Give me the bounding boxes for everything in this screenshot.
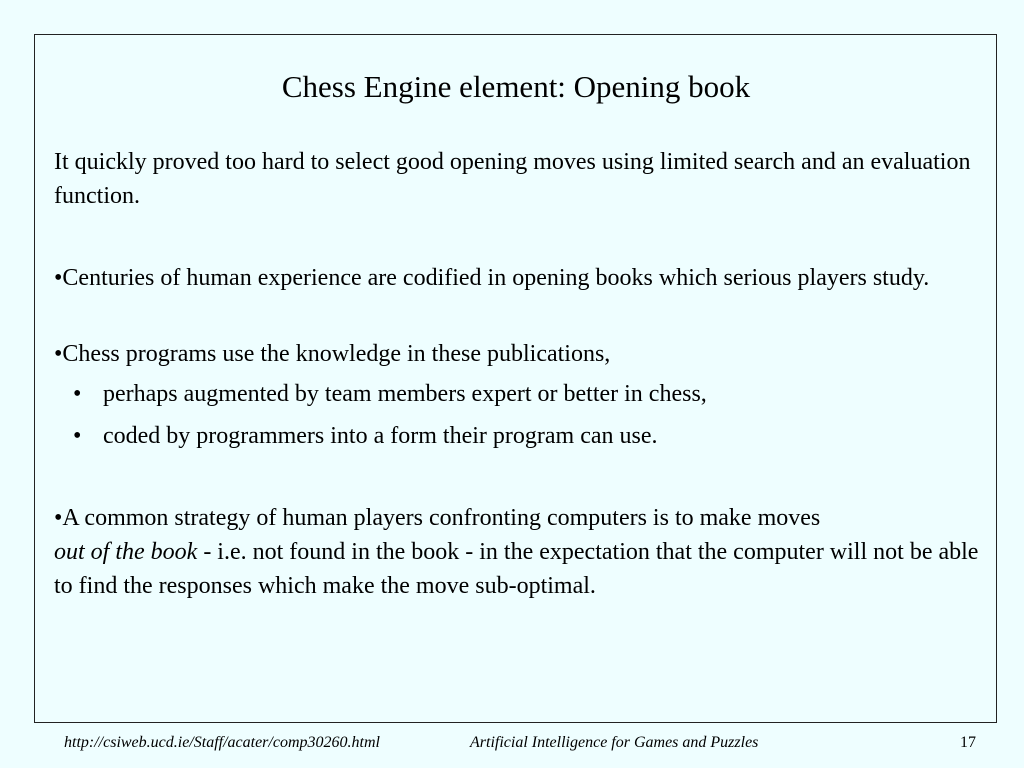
sub-bullet-augmented [73,377,707,411]
footer-url: http://csiweb.ucd.ie/Staff/acater/comp30260.html [64,734,380,751]
page-number: 17 [960,734,976,751]
slide-title: Chess Engine element: Opening book [281,69,751,104]
bullet-common-strategy-end: - i.e. not found in the book - in the expectation that the computer will not be able to find the responses which make the move sub-optimal. [54,539,979,599]
sub-bullet-marker: • [73,381,82,407]
bullet-common-strategy [54,501,989,603]
bullet-common-strategy-start: •A common strategy of human players confronting computers is to make moves [54,505,821,531]
footer-course-title: Artificial Intelligence for Games and Puzzles [470,734,759,751]
bullet-common-strategy-italic: out of the book [54,539,198,565]
sub-bullet-augmented-text: perhaps augmented by team members expert or better in chess, [103,381,707,407]
sub-bullet-coded [73,419,657,453]
sub-bullet-marker: • [73,423,82,449]
bullet-chess-programs: •Chess programs use the knowledge in these publications, [54,341,611,367]
sub-bullet-coded-text: coded by programmers into a form their program can use. [103,423,658,449]
intro-paragraph: It quickly proved too hard to select good opening moves using limited search and an evaluation function. [54,149,971,209]
bullet-centuries: •Centuries of human experience are codified in opening books which serious players study. [54,265,930,291]
